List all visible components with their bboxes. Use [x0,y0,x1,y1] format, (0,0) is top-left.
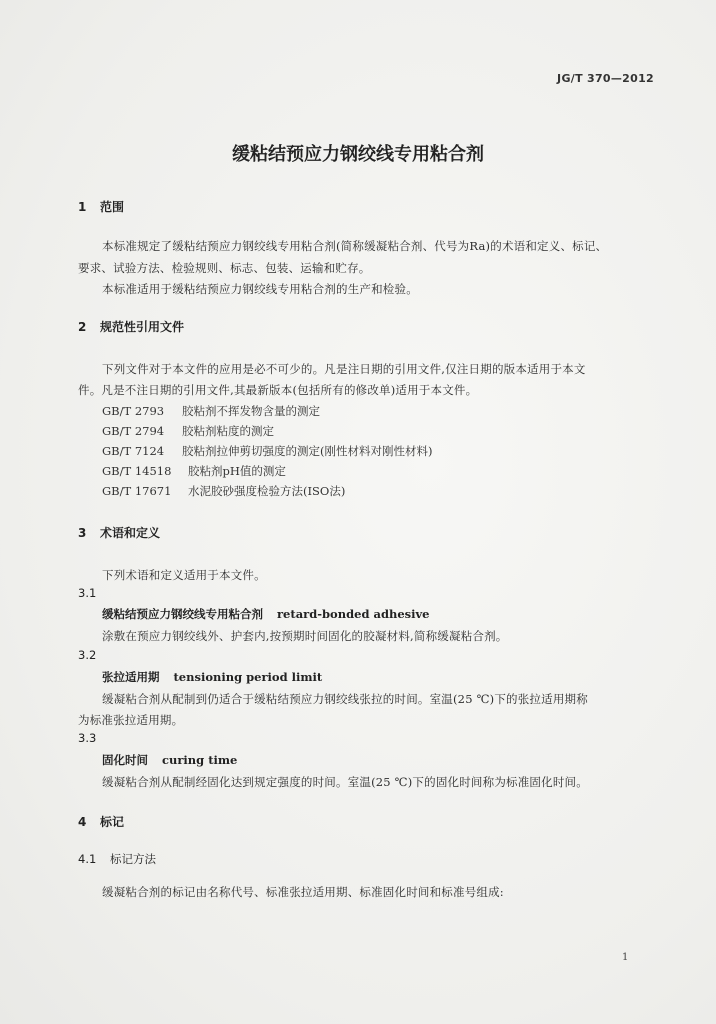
section-title: 术语和定义 [100,526,161,540]
section-2-heading [78,318,184,335]
references-paragraph-line-2: 件。凡是不注日期的引用文件,其最新版本(包括所有的修改单)适用于本文件。 [78,383,478,397]
section-title: 标记 [100,815,125,829]
subsection-number: 4.1 [78,852,97,866]
term-3 [102,752,237,768]
section-number: 4 [78,815,87,829]
terms-intro: 下列术语和定义适用于本文件。 [102,568,266,582]
term-en: curing time [162,753,238,767]
reference-title: 水泥胶砂强度检验方法(ISO法) [188,484,346,498]
reference-code: GB/T 17671 [102,484,172,498]
reference-code: GB/T 14518 [102,464,172,478]
standard-code: JG/T 370—2012 [557,72,654,85]
section-1-heading [78,198,124,215]
term-en: retard-bonded adhesive [277,607,430,621]
term-en: tensioning period limit [173,670,323,684]
reference-item [102,463,286,479]
reference-title: 胶粘剂粘度的测定 [182,424,274,438]
term-zh: 缓粘结预应力钢绞线专用粘合剂 [102,607,263,621]
reference-item [102,443,432,459]
term-1 [102,606,430,622]
term-2-definition-line-1: 缓凝粘合剂从配制到仍适合于缓粘结预应力钢绞线张拉的时间。室温(25 ℃)下的张拉适用期称 [102,692,588,706]
reference-code: GB/T 2794 [102,424,165,438]
reference-item [102,483,345,499]
term-number: 3.1 [78,586,97,600]
section-title: 规范性引用文件 [100,320,185,334]
references-paragraph-line-1: 下列文件对于本文件的应用是必不可少的。凡是注日期的引用文件,仅注日期的版本适用于本文 [102,362,586,376]
term-zh: 固化时间 [102,753,148,767]
reference-title: 胶粘剂拉伸剪切强度的测定(刚性材料对刚性材料) [182,444,433,458]
reference-title: 胶粘剂pH值的测定 [188,464,286,478]
reference-item [102,403,320,419]
subsection-title: 标记方法 [110,852,156,866]
term-number: 3.3 [78,731,97,745]
term-2 [102,669,322,685]
section-number: 1 [78,200,87,214]
reference-title: 胶粘剂不挥发物含量的测定 [182,404,320,418]
term-number: 3.2 [78,648,97,662]
marking-paragraph: 缓凝粘合剂的标记由名称代号、标准张拉适用期、标准固化时间和标准号组成: [102,885,504,899]
reference-code: GB/T 7124 [102,444,165,458]
subsection-4-1-heading [78,851,156,867]
section-number: 3 [78,526,87,540]
section-number: 2 [78,320,87,334]
page-number: 1 [622,952,629,963]
term-2-definition-line-2: 为标准张拉适用期。 [78,713,184,727]
section-title: 范围 [100,200,125,214]
scope-paragraph-line-2: 要求、试验方法、检验规则、标志、包装、运输和贮存。 [78,261,371,275]
scope-paragraph-line-1: 本标准规定了缓粘结预应力钢绞线专用粘合剂(简称缓凝粘合剂、代号为Ra)的术语和定义、标记、 [102,239,608,253]
document-title: 缓粘结预应力钢绞线专用粘合剂 [232,144,484,165]
term-1-definition: 涂敷在预应力钢绞线外、护套内,按预期时间固化的胶凝材料,简称缓凝粘合剂。 [102,629,508,643]
section-4-heading [78,813,124,830]
reference-code: GB/T 2793 [102,404,165,418]
term-3-definition: 缓凝粘合剂从配制经固化达到规定强度的时间。室温(25 ℃)下的固化时间称为标准固化时间。 [102,775,588,789]
section-3-heading [78,524,160,541]
term-zh: 张拉适用期 [102,670,160,684]
scope-paragraph-2: 本标准适用于缓粘结预应力钢绞线专用粘合剂的生产和检验。 [102,282,418,296]
reference-item [102,423,274,439]
